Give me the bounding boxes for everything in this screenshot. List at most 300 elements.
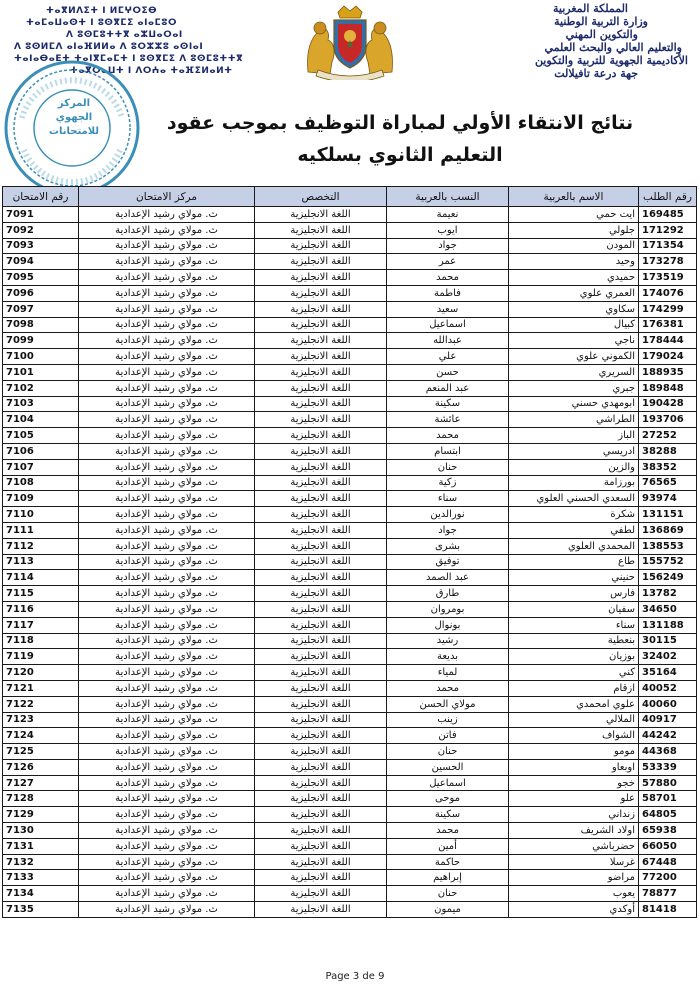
cell-exam-number: 7107	[3, 459, 79, 475]
column-header-exam-center: مركز الامتحان	[79, 187, 255, 207]
cell-last-name: عمر	[387, 254, 509, 270]
cell-last-name: عبد المنعم	[387, 380, 509, 396]
arabic-line-2: وزارة التربية الوطنية	[554, 15, 648, 28]
arabic-line-5: الأكاديمية الجهوية للتربية والتكوين	[534, 54, 688, 67]
cell-specialty: اللغة الانجليزية	[255, 617, 387, 633]
cell-application-number: 81418	[639, 902, 697, 918]
cell-last-name: ميمون	[387, 902, 509, 918]
table-row	[3, 823, 697, 839]
cell-first-name: بورزامة	[509, 475, 639, 491]
cell-last-name: سعيد	[387, 301, 509, 317]
cell-specialty: اللغة الانجليزية	[255, 586, 387, 602]
cell-exam-center: ث. مولاي رشيد الإعدادية	[79, 396, 255, 412]
cell-last-name: بومروان	[387, 601, 509, 617]
cell-exam-center: ث. مولاي رشيد الإعدادية	[79, 349, 255, 365]
cell-last-name: محمد	[387, 680, 509, 696]
cell-application-number: 174076	[639, 285, 697, 301]
table-row	[3, 254, 697, 270]
cell-application-number: 57880	[639, 775, 697, 791]
cell-specialty: اللغة الانجليزية	[255, 254, 387, 270]
cell-specialty: اللغة الانجليزية	[255, 270, 387, 286]
table-row	[3, 349, 697, 365]
stamp-text-line-3: للامتحانات	[48, 126, 100, 137]
document-title-line-2: التعليم الثانوي بسلكيه	[297, 144, 503, 166]
table-row	[3, 744, 697, 760]
table-row	[3, 317, 697, 333]
table-row	[3, 712, 697, 728]
cell-specialty: اللغة الانجليزية	[255, 823, 387, 839]
cell-exam-number: 7094	[3, 254, 79, 270]
cell-application-number: 40917	[639, 712, 697, 728]
cell-last-name: اسماعيل	[387, 775, 509, 791]
cell-exam-center: ث. مولاي رشيد الإعدادية	[79, 301, 255, 317]
table-row	[3, 886, 697, 902]
cell-exam-number: 7124	[3, 728, 79, 744]
cell-exam-number: 7105	[3, 428, 79, 444]
cell-application-number: 193706	[639, 412, 697, 428]
cell-specialty: اللغة الانجليزية	[255, 412, 387, 428]
cell-exam-center: ث. مولاي رشيد الإعدادية	[79, 728, 255, 744]
cell-first-name: حضرباشي	[509, 838, 639, 854]
cell-first-name: سناء	[509, 617, 639, 633]
cell-exam-number: 7117	[3, 617, 79, 633]
table-row	[3, 665, 697, 681]
page-number: Page 3 de 9	[300, 971, 410, 982]
cell-application-number: 34650	[639, 601, 697, 617]
cell-application-number: 136869	[639, 522, 697, 538]
cell-last-name: أمين	[387, 838, 509, 854]
cell-application-number: 58701	[639, 791, 697, 807]
cell-application-number: 77200	[639, 870, 697, 886]
table-row	[3, 396, 697, 412]
cell-specialty: اللغة الانجليزية	[255, 886, 387, 902]
cell-specialty: اللغة الانجليزية	[255, 870, 387, 886]
cell-exam-number: 7133	[3, 870, 79, 886]
cell-first-name: العمري علوي	[509, 285, 639, 301]
cell-exam-number: 7095	[3, 270, 79, 286]
cell-application-number: 38352	[639, 459, 697, 475]
cell-exam-center: ث. مولاي رشيد الإعدادية	[79, 459, 255, 475]
cell-specialty: اللغة الانجليزية	[255, 744, 387, 760]
cell-first-name: سكاوي	[509, 301, 639, 317]
cell-last-name: طارق	[387, 586, 509, 602]
table-row	[3, 902, 697, 918]
table-row	[3, 443, 697, 459]
cell-exam-center: ث. مولاي رشيد الإعدادية	[79, 886, 255, 902]
cell-first-name: الكموني علوي	[509, 349, 639, 365]
cell-first-name: فارس	[509, 586, 639, 602]
cell-first-name: علو	[509, 791, 639, 807]
cell-exam-center: ث. مولاي رشيد الإعدادية	[79, 364, 255, 380]
cell-specialty: اللغة الانجليزية	[255, 349, 387, 365]
cell-first-name: حنيني	[509, 570, 639, 586]
cell-last-name: فاتن	[387, 728, 509, 744]
cell-application-number: 190428	[639, 396, 697, 412]
cell-specialty: اللغة الانجليزية	[255, 491, 387, 507]
cell-last-name: موحى	[387, 791, 509, 807]
cell-exam-center: ث. مولاي رشيد الإعدادية	[79, 665, 255, 681]
column-header-last-name: النسب بالعربية	[387, 187, 509, 207]
cell-last-name: عائشة	[387, 412, 509, 428]
cell-last-name: إبراهيم	[387, 870, 509, 886]
cell-application-number: 138553	[639, 538, 697, 554]
cell-first-name: ناجي	[509, 333, 639, 349]
cell-exam-number: 7101	[3, 364, 79, 380]
table-row	[3, 333, 697, 349]
column-header-application-number: رقم الطلب	[639, 187, 697, 207]
cell-first-name: كبيال	[509, 317, 639, 333]
cell-application-number: 171354	[639, 238, 697, 254]
cell-exam-center: ث. مولاي رشيد الإعدادية	[79, 759, 255, 775]
cell-first-name: بوزيان	[509, 649, 639, 665]
cell-last-name: حنان	[387, 459, 509, 475]
cell-exam-number: 7118	[3, 633, 79, 649]
cell-first-name: أوكدي	[509, 902, 639, 918]
cell-exam-number: 7129	[3, 807, 79, 823]
cell-exam-number: 7130	[3, 823, 79, 839]
tifinagh-line-6: ⵜⴰⴳⵔⴰⵡⵜ ⵏ ⴷⵔⵄⴰ ⵜⴰⴼⵉⵍⴰⵍⵜ	[70, 66, 233, 76]
cell-exam-center: ث. مولاي رشيد الإعدادية	[79, 207, 255, 223]
cell-exam-number: 7119	[3, 649, 79, 665]
cell-application-number: 76565	[639, 475, 697, 491]
cell-exam-center: ث. مولاي رشيد الإعدادية	[79, 838, 255, 854]
cell-last-name: لمياء	[387, 665, 509, 681]
table-row	[3, 428, 697, 444]
cell-exam-number: 7102	[3, 380, 79, 396]
cell-specialty: اللغة الانجليزية	[255, 775, 387, 791]
cell-exam-center: ث. مولاي رشيد الإعدادية	[79, 254, 255, 270]
coat-of-arms-emblem	[300, 2, 400, 80]
cell-first-name: يعوب	[509, 886, 639, 902]
cell-exam-number: 7132	[3, 854, 79, 870]
cell-specialty: اللغة الانجليزية	[255, 238, 387, 254]
table-row	[3, 507, 697, 523]
cell-exam-number: 7128	[3, 791, 79, 807]
cell-exam-center: ث. مولاي رشيد الإعدادية	[79, 270, 255, 286]
table-row	[3, 364, 697, 380]
table-row	[3, 649, 697, 665]
cell-application-number: 176381	[639, 317, 697, 333]
tifinagh-line-1: ⵜⴰⴳⵍⴷⵉⵜ ⵏ ⵍⵎⵖⵔⵉⴱ	[46, 6, 158, 16]
cell-first-name: طاع	[509, 554, 639, 570]
cell-last-name: رشيد	[387, 633, 509, 649]
cell-last-name: زكية	[387, 475, 509, 491]
cell-exam-number: 7115	[3, 586, 79, 602]
table-row	[3, 475, 697, 491]
table-row	[3, 412, 697, 428]
cell-exam-center: ث. مولاي رشيد الإعدادية	[79, 649, 255, 665]
cell-exam-center: ث. مولاي رشيد الإعدادية	[79, 428, 255, 444]
cell-specialty: اللغة الانجليزية	[255, 396, 387, 412]
cell-first-name: وحيد	[509, 254, 639, 270]
cell-specialty: اللغة الانجليزية	[255, 665, 387, 681]
table-row	[3, 207, 697, 223]
cell-exam-center: ث. مولاي رشيد الإعدادية	[79, 522, 255, 538]
table-row	[3, 570, 697, 586]
cell-specialty: اللغة الانجليزية	[255, 285, 387, 301]
cell-last-name: حنان	[387, 886, 509, 902]
cell-last-name: نورالدين	[387, 507, 509, 523]
cell-specialty: اللغة الانجليزية	[255, 317, 387, 333]
table-row	[3, 270, 697, 286]
document-title-line-1: نتائج الانتقاء الأولي لمباراة التوظيف بموجب عقود	[166, 112, 634, 134]
table-row	[3, 870, 697, 886]
cell-exam-center: ث. مولاي رشيد الإعدادية	[79, 507, 255, 523]
cell-first-name: والزين	[509, 459, 639, 475]
arabic-line-6: جهة درعة تافيلالت	[554, 67, 638, 80]
cell-exam-center: ث. مولاي رشيد الإعدادية	[79, 475, 255, 491]
cell-exam-center: ث. مولاي رشيد الإعدادية	[79, 680, 255, 696]
table-row	[3, 633, 697, 649]
cell-last-name: ابتسام	[387, 443, 509, 459]
cell-exam-number: 7096	[3, 285, 79, 301]
cell-specialty: اللغة الانجليزية	[255, 364, 387, 380]
cell-first-name: الشواف	[509, 728, 639, 744]
cell-application-number: 40052	[639, 680, 697, 696]
cell-exam-center: ث. مولاي رشيد الإعدادية	[79, 791, 255, 807]
cell-first-name: شكرة	[509, 507, 639, 523]
cell-exam-center: ث. مولاي رشيد الإعدادية	[79, 238, 255, 254]
cell-exam-number: 7106	[3, 443, 79, 459]
cell-exam-center: ث. مولاي رشيد الإعدادية	[79, 538, 255, 554]
cell-application-number: 171292	[639, 222, 697, 238]
cell-specialty: اللغة الانجليزية	[255, 838, 387, 854]
cell-exam-number: 7127	[3, 775, 79, 791]
cell-application-number: 93974	[639, 491, 697, 507]
cell-last-name: جواد	[387, 522, 509, 538]
cell-exam-center: ث. مولاي رشيد الإعدادية	[79, 712, 255, 728]
cell-specialty: اللغة الانجليزية	[255, 301, 387, 317]
cell-last-name: الحسين	[387, 759, 509, 775]
table-row	[3, 554, 697, 570]
cell-first-name: لطفي	[509, 522, 639, 538]
cell-last-name: اسماعيل	[387, 317, 509, 333]
cell-exam-center: ث. مولاي رشيد الإعدادية	[79, 222, 255, 238]
cell-exam-center: ث. مولاي رشيد الإعدادية	[79, 902, 255, 918]
cell-application-number: 174299	[639, 301, 697, 317]
cell-specialty: اللغة الانجليزية	[255, 807, 387, 823]
cell-specialty: اللغة الانجليزية	[255, 633, 387, 649]
cell-first-name: ابومهدي حسني	[509, 396, 639, 412]
cell-application-number: 169485	[639, 207, 697, 223]
arabic-line-4: والتعليم العالي والبحث العلمي	[544, 41, 682, 54]
table-row	[3, 238, 697, 254]
cell-specialty: اللغة الانجليزية	[255, 902, 387, 918]
cell-specialty: اللغة الانجليزية	[255, 522, 387, 538]
cell-last-name: بونوال	[387, 617, 509, 633]
cell-specialty: اللغة الانجليزية	[255, 207, 387, 223]
cell-exam-center: ث. مولاي رشيد الإعدادية	[79, 333, 255, 349]
cell-exam-center: ث. مولاي رشيد الإعدادية	[79, 570, 255, 586]
cell-last-name: عبدالله	[387, 333, 509, 349]
cell-application-number: 179024	[639, 349, 697, 365]
cell-specialty: اللغة الانجليزية	[255, 854, 387, 870]
cell-application-number: 53339	[639, 759, 697, 775]
stamp-text-line-2: الجهوي	[55, 112, 93, 123]
table-row	[3, 728, 697, 744]
cell-exam-center: ث. مولاي رشيد الإعدادية	[79, 633, 255, 649]
cell-exam-center: ث. مولاي رشيد الإعدادية	[79, 807, 255, 823]
cell-specialty: اللغة الانجليزية	[255, 443, 387, 459]
table-row	[3, 380, 697, 396]
cell-application-number: 27252	[639, 428, 697, 444]
cell-last-name: توفيق	[387, 554, 509, 570]
cell-first-name: ايت حمي	[509, 207, 639, 223]
cell-specialty: اللغة الانجليزية	[255, 333, 387, 349]
cell-last-name: مولاي الحسن	[387, 696, 509, 712]
table-row	[3, 222, 697, 238]
cell-application-number: 67448	[639, 854, 697, 870]
cell-specialty: اللغة الانجليزية	[255, 680, 387, 696]
cell-last-name: محمد	[387, 428, 509, 444]
table-row	[3, 285, 697, 301]
cell-exam-number: 7116	[3, 601, 79, 617]
table-row	[3, 538, 697, 554]
cell-first-name: اوبعاو	[509, 759, 639, 775]
cell-specialty: اللغة الانجليزية	[255, 601, 387, 617]
cell-first-name: مومو	[509, 744, 639, 760]
cell-specialty: اللغة الانجليزية	[255, 570, 387, 586]
cell-first-name: الطراشي	[509, 412, 639, 428]
cell-application-number: 32402	[639, 649, 697, 665]
cell-exam-center: ث. مولاي رشيد الإعدادية	[79, 586, 255, 602]
cell-last-name: ايوب	[387, 222, 509, 238]
table-row	[3, 854, 697, 870]
table-row	[3, 586, 697, 602]
cell-application-number: 178444	[639, 333, 697, 349]
cell-exam-number: 7122	[3, 696, 79, 712]
table-row	[3, 775, 697, 791]
cell-specialty: اللغة الانجليزية	[255, 759, 387, 775]
cell-exam-center: ث. مولاي رشيد الإعدادية	[79, 380, 255, 396]
table-row	[3, 807, 697, 823]
cell-exam-number: 7131	[3, 838, 79, 854]
cell-last-name: بديعة	[387, 649, 509, 665]
column-header-first-name: الاسم بالعربية	[509, 187, 639, 207]
tifinagh-line-3: ⴷ ⵓⵙⵎⵓⵜⵜⴳ ⴰⵣⵡⴰⵔⴰⵏ	[66, 30, 183, 40]
cell-application-number: 173278	[639, 254, 697, 270]
cell-first-name: كني	[509, 665, 639, 681]
cell-exam-number: 7135	[3, 902, 79, 918]
cell-last-name: جواد	[387, 238, 509, 254]
cell-exam-center: ث. مولاي رشيد الإعدادية	[79, 823, 255, 839]
cell-exam-number: 7114	[3, 570, 79, 586]
cell-exam-center: ث. مولاي رشيد الإعدادية	[79, 696, 255, 712]
table-row	[3, 617, 697, 633]
cell-exam-center: ث. مولاي رشيد الإعدادية	[79, 617, 255, 633]
cell-specialty: اللغة الانجليزية	[255, 728, 387, 744]
cell-application-number: 40060	[639, 696, 697, 712]
cell-specialty: اللغة الانجليزية	[255, 791, 387, 807]
cell-first-name: سفيان	[509, 601, 639, 617]
cell-last-name: حنان	[387, 744, 509, 760]
cell-first-name: ازقام	[509, 680, 639, 696]
cell-application-number: 66050	[639, 838, 697, 854]
cell-exam-center: ث. مولاي رشيد الإعدادية	[79, 554, 255, 570]
table-row	[3, 301, 697, 317]
cell-application-number: 30115	[639, 633, 697, 649]
tifinagh-line-4: ⴷ ⵓⵙⵍⵎⴷ ⴰⵏⴰⴼⵍⵍⴰ ⴷ ⵓⵔⵣⵣⵓ ⴰⵙⵏⴰⵏ	[14, 42, 204, 52]
cell-specialty: اللغة الانجليزية	[255, 554, 387, 570]
cell-application-number: 188935	[639, 364, 697, 380]
table-row	[3, 838, 697, 854]
cell-specialty: اللغة الانجليزية	[255, 380, 387, 396]
cell-first-name: اولاد الشريف	[509, 823, 639, 839]
cell-first-name: خجو	[509, 775, 639, 791]
cell-exam-number: 7099	[3, 333, 79, 349]
cell-first-name: زنداني	[509, 807, 639, 823]
cell-exam-number: 7091	[3, 207, 79, 223]
cell-exam-center: ث. مولاي رشيد الإعدادية	[79, 317, 255, 333]
cell-exam-center: ث. مولاي رشيد الإعدادية	[79, 870, 255, 886]
cell-last-name: فاطمة	[387, 285, 509, 301]
cell-application-number: 65938	[639, 823, 697, 839]
cell-application-number: 131188	[639, 617, 697, 633]
cell-application-number: 64805	[639, 807, 697, 823]
cell-first-name: جبري	[509, 380, 639, 396]
cell-exam-center: ث. مولاي رشيد الإعدادية	[79, 443, 255, 459]
cell-first-name: المحمدي العلوي	[509, 538, 639, 554]
cell-application-number: 173519	[639, 270, 697, 286]
cell-application-number: 44368	[639, 744, 697, 760]
cell-exam-number: 7097	[3, 301, 79, 317]
cell-exam-number: 7134	[3, 886, 79, 902]
cell-first-name: حميدي	[509, 270, 639, 286]
cell-last-name: بشرى	[387, 538, 509, 554]
cell-application-number: 44242	[639, 728, 697, 744]
cell-application-number: 78877	[639, 886, 697, 902]
tifinagh-line-5: ⵜⴰⵏⴰⴱⴰⴹⵜ ⵜⴰⵏⴳⵎⴰⵎⵜ ⵏ ⵓⵙⴳⵎⵉ ⴷ ⵓⵙⵎⵓⵜⵜⴳ	[14, 54, 244, 64]
cell-last-name: عبد الصمد	[387, 570, 509, 586]
cell-first-name: جلولي	[509, 222, 639, 238]
cell-exam-number: 7093	[3, 238, 79, 254]
cell-exam-number: 7100	[3, 349, 79, 365]
cell-last-name: زينب	[387, 712, 509, 728]
cell-application-number: 35164	[639, 665, 697, 681]
table-row	[3, 459, 697, 475]
cell-exam-number: 7104	[3, 412, 79, 428]
column-header-exam-number: رقم الامتحان	[3, 187, 79, 207]
cell-exam-number: 7121	[3, 680, 79, 696]
table-header-row	[3, 187, 697, 207]
cell-first-name: بنعطية	[509, 633, 639, 649]
cell-specialty: اللغة الانجليزية	[255, 222, 387, 238]
cell-exam-number: 7112	[3, 538, 79, 554]
table-row	[3, 696, 697, 712]
cell-first-name: المودن	[509, 238, 639, 254]
cell-specialty: اللغة الانجليزية	[255, 507, 387, 523]
cell-last-name: محمد	[387, 823, 509, 839]
cell-application-number: 189848	[639, 380, 697, 396]
table-row	[3, 680, 697, 696]
cell-first-name: علوي امحمدي	[509, 696, 639, 712]
table-row	[3, 522, 697, 538]
cell-exam-number: 7120	[3, 665, 79, 681]
stamp-text-line-1: المركز	[57, 98, 91, 109]
cell-application-number: 131151	[639, 507, 697, 523]
cell-last-name: حاكمة	[387, 854, 509, 870]
cell-specialty: اللغة الانجليزية	[255, 649, 387, 665]
table-row	[3, 791, 697, 807]
cell-first-name: السعدي الحسني العلوي	[509, 491, 639, 507]
table-row	[3, 491, 697, 507]
cell-application-number: 13782	[639, 586, 697, 602]
results-table	[2, 186, 697, 918]
cell-exam-number: 7110	[3, 507, 79, 523]
cell-specialty: اللغة الانجليزية	[255, 712, 387, 728]
cell-last-name: سناء	[387, 491, 509, 507]
cell-last-name: نعيمة	[387, 207, 509, 223]
